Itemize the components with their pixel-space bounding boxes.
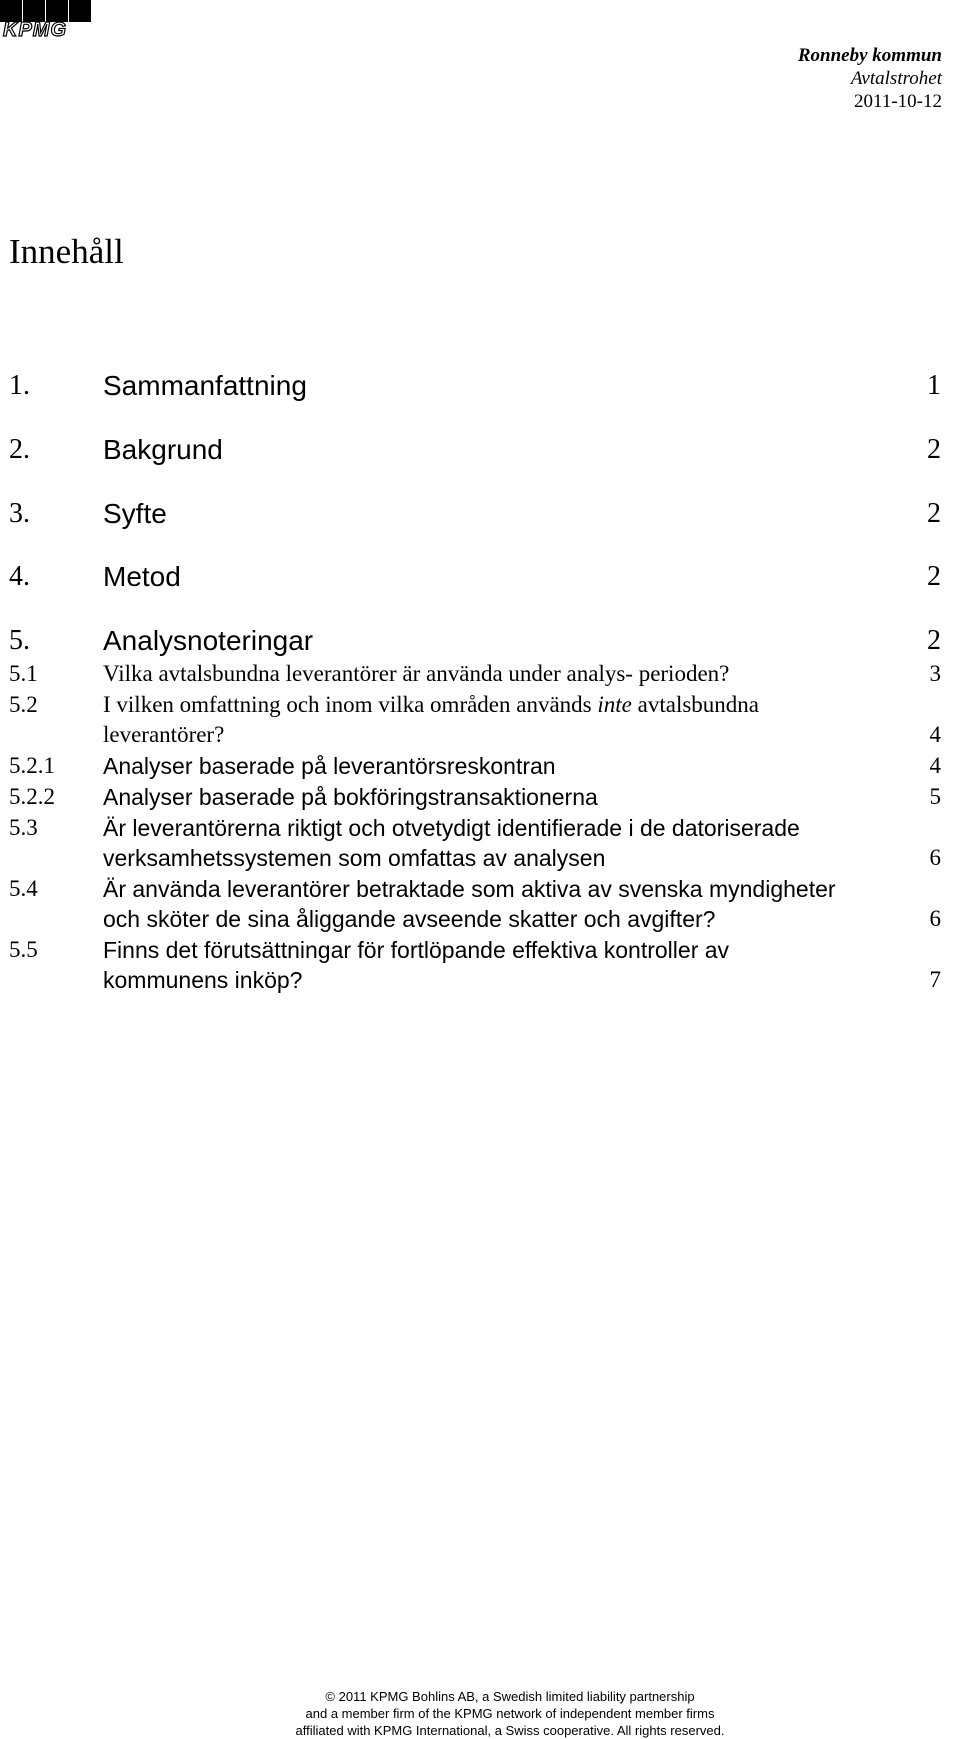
toc-entry-number: 2.: [9, 434, 30, 465]
toc-entry-page: 7: [929, 967, 941, 992]
toc-entry-page: 2: [927, 625, 941, 656]
toc-entry-text: Analysnoteringar: [103, 625, 314, 656]
toc-entry-number: 5.5: [9, 937, 38, 962]
toc-entry-text-line2: leverantörer?: [103, 722, 225, 747]
toc-entry-text: [103, 874, 863, 934]
kpmg-logo: [0, 0, 100, 40]
toc-title: Innehåll: [9, 232, 124, 271]
toc-entry-page: 6: [929, 906, 941, 931]
toc-entry-number: 3.: [9, 498, 30, 529]
toc-entry-text: Vilka avtalsbundna leverantörer är använda under analys- perioden?: [103, 661, 730, 686]
toc-entry-text: [103, 690, 863, 750]
toc-entry-text: Syfte: [103, 498, 167, 529]
toc-entry-text-line2: verksamhetssystemen som omfattas av analysen: [103, 845, 606, 871]
toc-entry-text: Sammanfattning: [103, 370, 307, 401]
toc-entry-number: 5.3: [9, 815, 38, 840]
toc-entry-text: [103, 813, 863, 873]
header-date: 2011-10-12: [854, 91, 942, 112]
toc-entry-page: 6: [929, 845, 941, 870]
svg-text:KPMG: KPMG: [3, 19, 67, 40]
document-header: [798, 44, 942, 113]
toc-entry-text: Analyser baserade på bokföringstransaktionerna: [103, 784, 598, 810]
toc-entry-text: Analyser baserade på leverantörsreskontran: [103, 753, 556, 779]
header-report-title: Avtalstrohet: [850, 68, 942, 89]
toc-entry-number: 5.2.1: [9, 753, 55, 778]
footer-line: © 2011 KPMG Bohlins AB, a Swedish limited liability partnership: [325, 1689, 695, 1704]
footer-line: and a member firm of the KPMG network of independent member firms: [305, 1706, 715, 1721]
toc-entry-page: 4: [929, 753, 941, 778]
header-company: Ronneby kommun: [797, 45, 942, 66]
toc-entry-page: 3: [929, 661, 941, 686]
toc-entry-text-line2: kommunens inköp?: [103, 967, 303, 993]
toc-entry-number: 5.: [9, 625, 30, 656]
toc-entry-page: 2: [927, 434, 941, 465]
toc-entry-page: 2: [927, 498, 941, 529]
toc-entry-number: 1.: [9, 370, 30, 401]
toc-entry-number: 5.4: [9, 876, 38, 901]
toc-entry-text-emphasis: inte: [597, 692, 632, 717]
copyright-footer: [0, 1688, 960, 1739]
toc-entry-page: 1: [927, 370, 941, 401]
toc-entry-page: 2: [927, 561, 941, 592]
toc-entry-text: Metod: [103, 561, 181, 592]
toc-entry-text-line1: Är använda leverantörer betraktade som aktiva av svenska myndigheter: [103, 876, 836, 902]
toc-entry-text-line1: Är leverantörerna riktigt och otvetydigt identifierade i de datoriserade: [103, 815, 800, 841]
toc-entry-text-line2: och sköter de sina åliggande avseende skatter och avgifter?: [103, 906, 716, 932]
toc-entry-page: 4: [929, 722, 941, 747]
toc-entry-number: 5.2: [9, 692, 38, 717]
toc-entry-text-part: avtalsbundna: [637, 692, 759, 717]
toc-entry-number: 5.2.2: [9, 784, 55, 809]
toc-entry-number: 5.1: [9, 661, 38, 686]
toc-entry-text: Bakgrund: [103, 434, 223, 465]
toc-entry-text: [103, 935, 863, 995]
footer-line: affiliated with KPMG International, a Swiss cooperative. All rights reserved.: [295, 1723, 725, 1738]
toc-entry-text-line1: Finns det förutsättningar för fortlöpande effektiva kontroller av: [103, 937, 730, 963]
toc-entry-number: 4.: [9, 561, 30, 592]
toc-entry-page: 5: [929, 784, 941, 809]
toc-entry-text-part: I vilken omfattning och inom vilka områden används: [103, 692, 592, 717]
